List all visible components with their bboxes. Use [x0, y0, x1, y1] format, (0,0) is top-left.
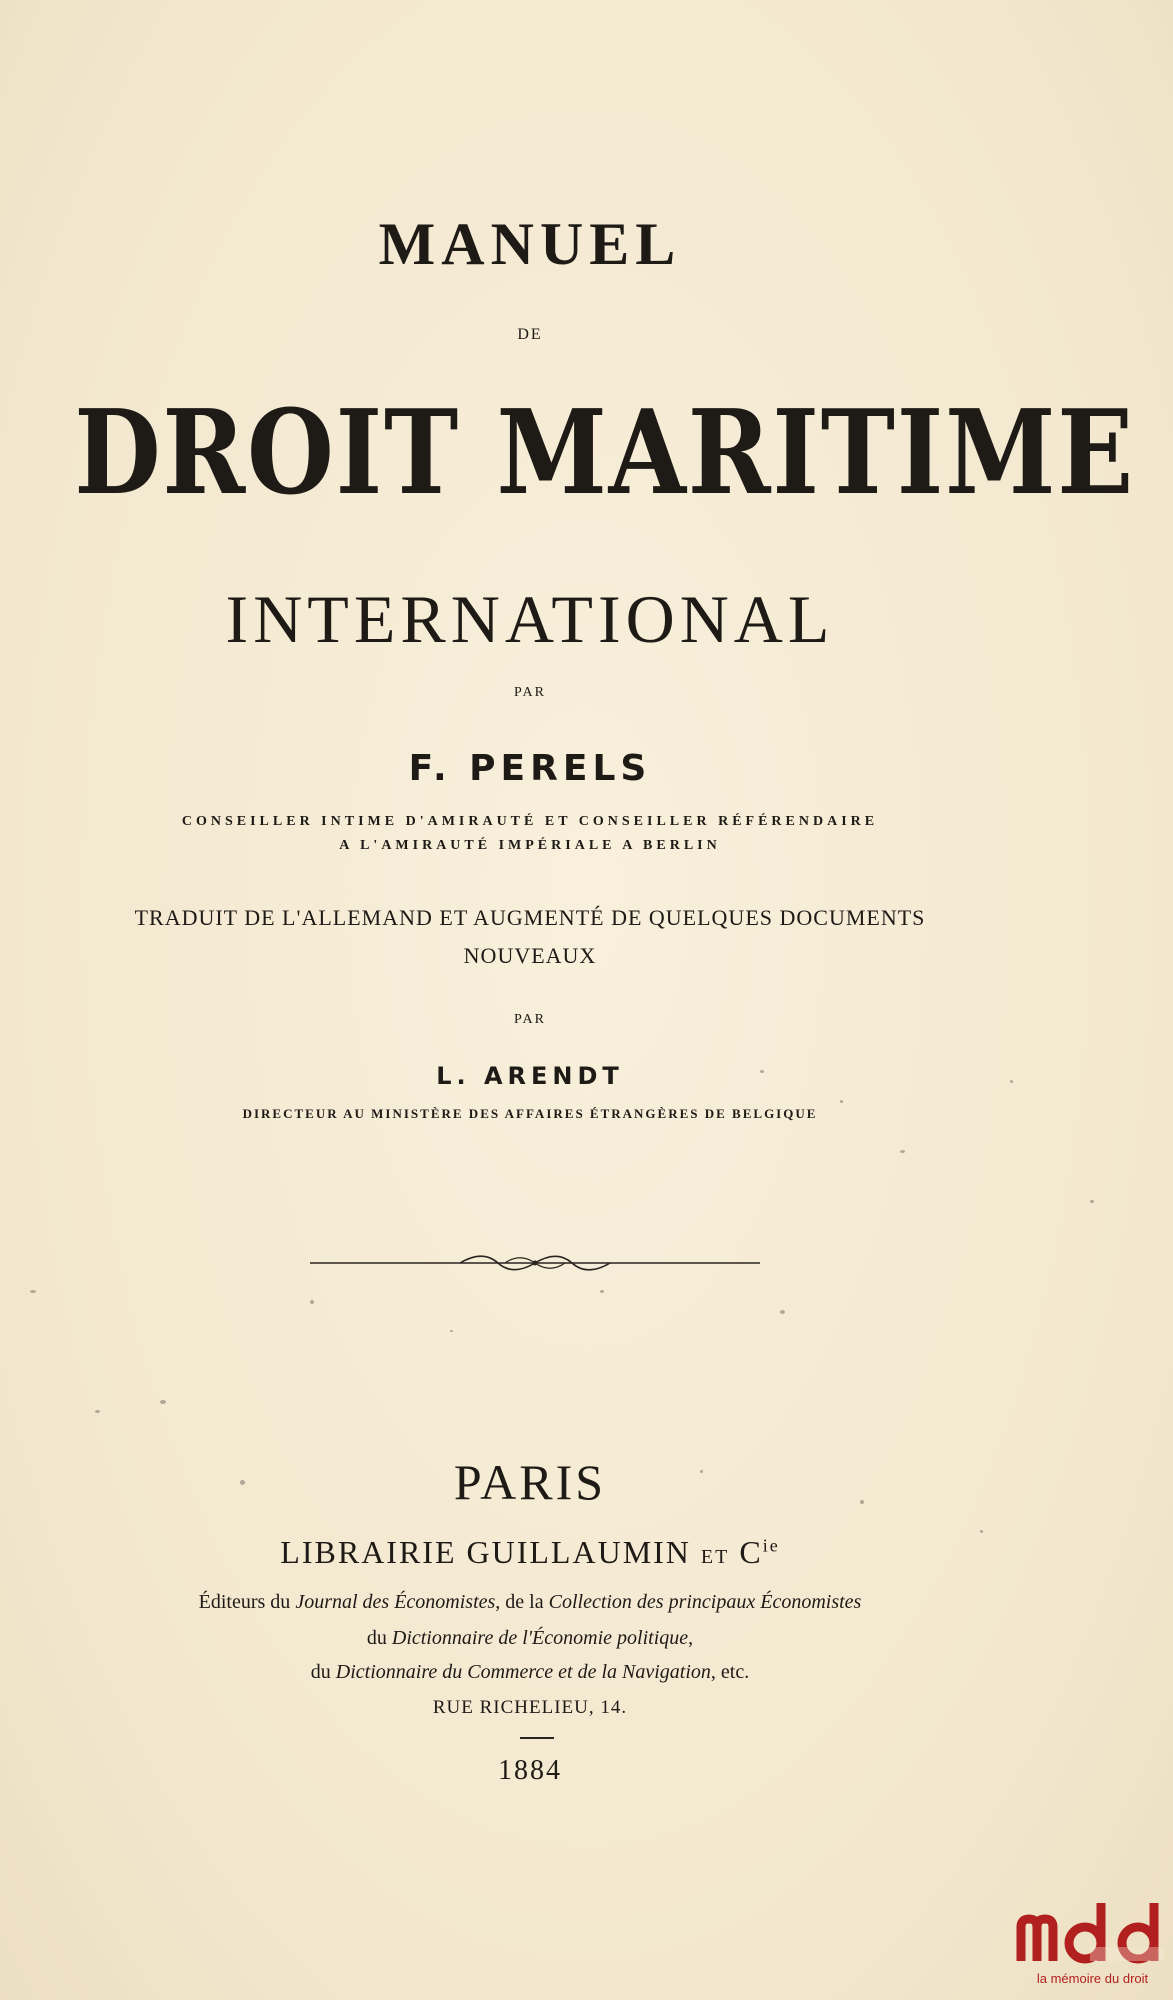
publisher-line3-b: Dictionnaire du Commerce et de la Navigation [335, 1661, 711, 1683]
par-label: PAR [514, 685, 546, 700]
translation-line1: TRADUIT DE L'ALLEMAND ET AUGMENTÉ DE QUELQUES DOCUMENTS [134, 905, 926, 930]
mdd-logo [1015, 1895, 1170, 1995]
paper-speck [240, 1480, 245, 1485]
ornament-divider [310, 1250, 760, 1276]
paper-speck [780, 1310, 785, 1314]
translation-line2: NOUVEAUX [463, 943, 597, 968]
paper-speck [30, 1290, 36, 1293]
publisher-line2 [0, 1627, 1060, 1650]
publisher-name-et: ET [700, 1546, 730, 1568]
publisher-name-co-sup: ie [762, 1535, 780, 1556]
publisher-line1-b: Journal des Économistes [295, 1591, 496, 1613]
mdd-logo-caption: la mémoire du droit [1036, 1971, 1149, 1986]
publisher-line1-d: Collection des principaux Économistes [548, 1591, 862, 1613]
paper-speck [900, 1150, 905, 1153]
par-label-translator: PAR [514, 1012, 546, 1027]
publisher-line3-c: , etc. [710, 1661, 750, 1683]
translator-role: DIRECTEUR AU MINISTÈRE DES AFFAIRES ÉTRANGÈRES DE BELGIQUE [242, 1106, 818, 1121]
separator-dash [520, 1737, 554, 1739]
mdd-logo-mark [1015, 1895, 1170, 1967]
title-manuel: MANUEL [378, 211, 682, 277]
publisher-line1-c: , de la [495, 1591, 549, 1613]
paper-speck [450, 1330, 453, 1332]
publisher-line3-a: du [310, 1661, 336, 1683]
author-role-line1: CONSEILLER INTIME D'AMIRAUTÉ ET CONSEILLER RÉFÉRENDAIRE [181, 814, 879, 829]
title-international: INTERNATIONAL [225, 581, 835, 657]
publisher-address: RUE RICHELIEU, 14. [432, 1697, 628, 1718]
publisher-line1 [0, 1591, 1060, 1614]
paper-speck [700, 1470, 703, 1473]
paper-speck [95, 1410, 100, 1413]
title-droit-maritime: DROIT MARITIME [74, 385, 1135, 521]
translator-name: L. ARENDT [436, 1062, 624, 1090]
paper-speck [310, 1300, 314, 1304]
publisher-name-co: C [739, 1534, 763, 1570]
paper-speck [1010, 1080, 1013, 1083]
paper-speck [980, 1530, 983, 1533]
publisher-line2-a: du [366, 1627, 392, 1649]
paper-speck [860, 1500, 864, 1504]
paper-speck [840, 1100, 843, 1103]
paper-speck [760, 1070, 764, 1073]
paper-speck [600, 1290, 604, 1293]
author-role-line2: A L'AMIRAUTÉ IMPÉRIALE A BERLIN [339, 838, 721, 853]
publisher-line2-c: , [688, 1627, 694, 1649]
publisher-line3 [0, 1661, 1060, 1684]
author-name: F. PERELS [408, 748, 652, 789]
publisher-line2-b: Dictionnaire de l'Économie politique [391, 1627, 689, 1649]
paper-speck [1090, 1200, 1094, 1203]
publisher-name [0, 1534, 1060, 1571]
title-de: DE [517, 326, 543, 343]
paper-speck [160, 1400, 166, 1404]
publisher-line1-a: Éditeurs du [198, 1591, 296, 1613]
publication-year: 1884 [498, 1755, 562, 1786]
publisher-city: PARIS [453, 1454, 607, 1510]
publisher-name-main: LIBRAIRIE GUILLAUMIN [280, 1534, 691, 1570]
